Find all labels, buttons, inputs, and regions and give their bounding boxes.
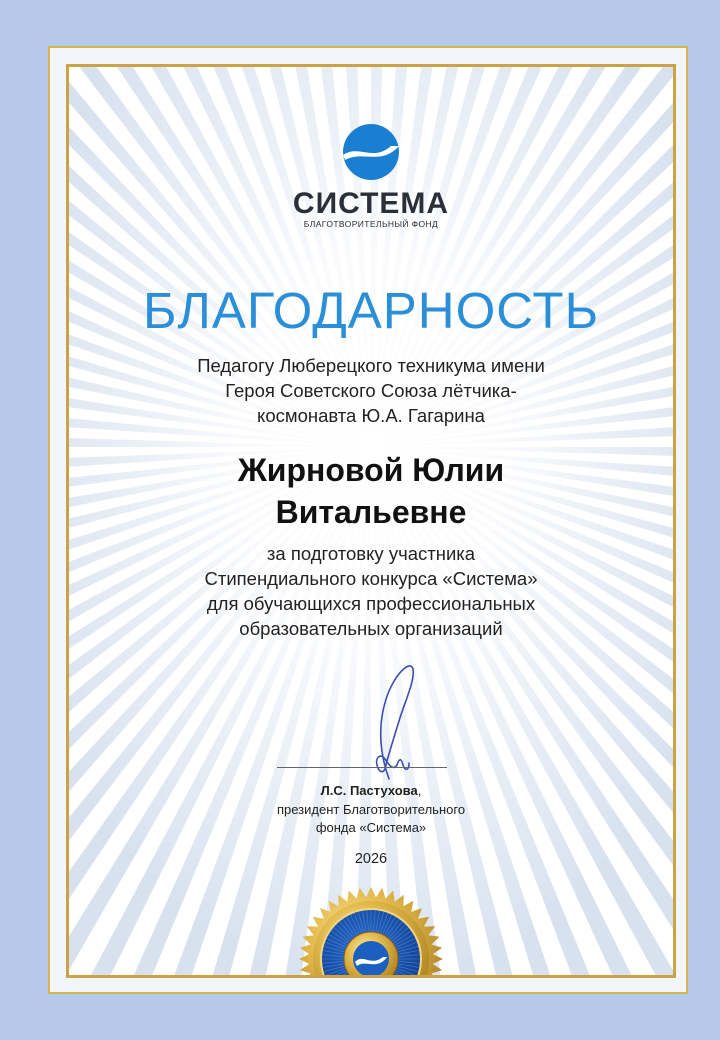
recipient-line: Жирновой Юлии [237,452,505,488]
brand-subtitle: БЛАГОТВОРИТЕЛЬНЫЙ ФОНД [303,219,439,229]
recipient-line: Витальевне [275,494,467,530]
intro-line: космонавта Ю.А. Гагарина [257,405,485,426]
signer-role [69,801,673,837]
reason-line: за подготовку участника [266,543,476,564]
seal-spoke [334,977,350,978]
signature-icon [349,661,439,781]
reason-text [99,541,643,641]
reason-line: для обучающихся профессиональных [206,593,536,614]
signer-name: Л.С. Пастухова, [320,783,422,798]
intro-line: Педагогу Люберецкого техникума имени [197,355,545,376]
sistema-logo-icon [333,122,409,182]
seal-spoke [392,977,408,978]
brand-name: СИСТЕМА [292,187,450,220]
recipient-name [89,449,653,533]
reason-line: Стипендиального конкурса «Система» [204,568,538,589]
signer-name-text: Л.С. Пастухова [320,783,418,798]
certificate-year: 2026 [354,851,388,867]
reason-line: образовательных организаций [239,618,503,639]
signature-line [277,767,447,768]
seal-spoke [331,975,348,978]
intro-line: Героя Советского Союза лётчика- [225,380,517,401]
certificate-title: БЛАГОДАРНОСТЬ [142,282,600,339]
signer-role-line: фонда «Система» [315,820,427,835]
seal-spoke [394,975,411,978]
certificate-inner-frame [66,64,676,978]
gold-seal-icon [297,885,445,978]
intro-text [99,353,643,428]
signer-role-line: президент Благотворительного [276,802,466,817]
